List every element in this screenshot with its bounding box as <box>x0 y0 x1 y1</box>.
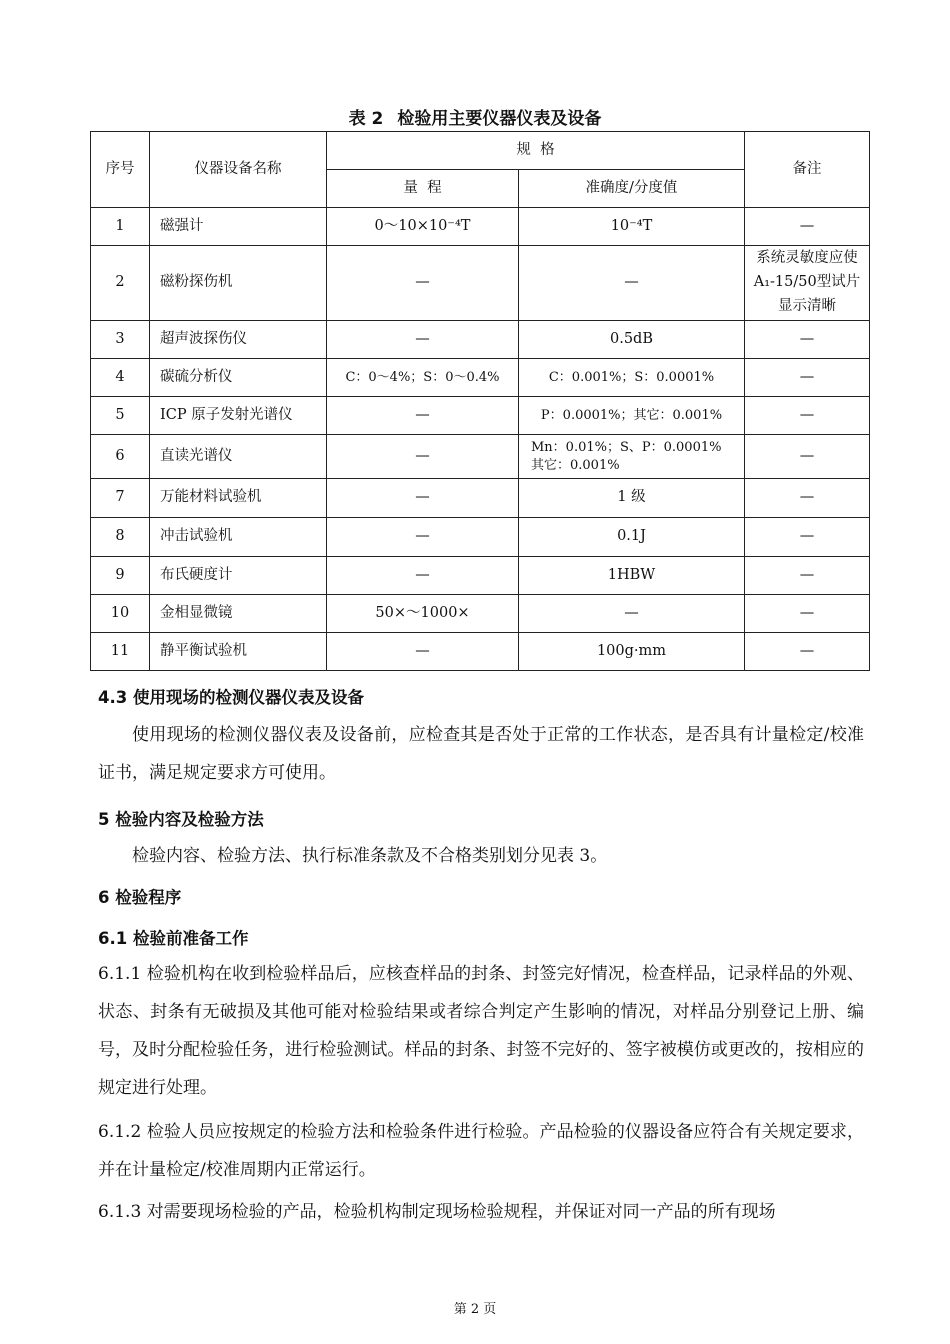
section-5-text: 检验内容、检验方法、执行标准条款及不合格类别划分见表 3。 <box>132 846 608 866</box>
header-spec: 规 格 <box>327 132 745 170</box>
section-6-1-heading: 6.1 检验前准备工作 <box>98 929 249 948</box>
table-row <box>91 633 870 671</box>
cell-seq: 6 <box>91 435 150 479</box>
paragraph-6-1-3: 6.1.3 对需要现场检验的产品，检验机构制定现场检验规程，并保证对同一产品的所有现场 <box>98 1202 776 1222</box>
cell-name: 金相显微镜 <box>150 595 327 633</box>
cell-name: 碳硫分析仪 <box>150 359 327 397</box>
cell-range: — <box>327 397 519 435</box>
table-row <box>91 479 870 518</box>
cell-name: 磁强计 <box>150 208 327 246</box>
cell-accuracy: 100g·mm <box>519 633 745 671</box>
cell-seq: 1 <box>91 208 150 246</box>
cell-seq: 7 <box>91 479 150 518</box>
table-row <box>91 208 870 246</box>
cell-accuracy: — <box>519 595 745 633</box>
cell-note: 系统灵敏度应使A₁-15/50型试片显示清晰 <box>745 246 870 321</box>
table-row <box>91 397 870 435</box>
cell-note: — <box>745 518 870 557</box>
cell-note: — <box>745 633 870 671</box>
cell-name: 直读光谱仪 <box>150 435 327 479</box>
cell-range: — <box>327 435 519 479</box>
cell-name: 静平衡试验机 <box>150 633 327 671</box>
cell-accuracy: 1 级 <box>519 479 745 518</box>
table-row <box>91 359 870 397</box>
cell-accuracy: 0.5dB <box>519 321 745 359</box>
cell-range: C：0～4%；S：0～0.4% <box>327 359 519 397</box>
cell-range: — <box>327 633 519 671</box>
cell-seq: 10 <box>91 595 150 633</box>
section-4-3-heading: 4.3 使用现场的检测仪器仪表及设备 <box>98 688 364 707</box>
cell-name: 万能材料试验机 <box>150 479 327 518</box>
header-range: 量 程 <box>327 170 519 208</box>
cell-accuracy: C：0.001%；S：0.0001% <box>519 359 745 397</box>
cell-range: — <box>327 479 519 518</box>
cell-range: — <box>327 246 519 321</box>
cell-accuracy-line: 其它：0.001% <box>531 457 620 473</box>
cell-accuracy: 1HBW <box>519 557 745 595</box>
header-accuracy: 准确度/分度值 <box>519 170 745 208</box>
paragraph-6-1-1: 6.1.1 检验机构在收到检验样品后，应核查样品的封条、封签完好情况，检查样品，记录样品的外观、状态、封条有无破损及其他可能对检验结果或者综合判定产生影响的情况，对样品分别登记上册、编号，及时分配检验任务，进行检验测试。样品的封条、封签不完好的、签字被模仿或更改的，按相应的规定进行处理。 <box>98 964 864 1098</box>
cell-note: — <box>745 435 870 479</box>
table-header-row <box>91 132 870 170</box>
cell-name: 冲击试验机 <box>150 518 327 557</box>
table-caption <box>0 104 950 129</box>
table-row <box>91 435 870 479</box>
cell-note: — <box>745 359 870 397</box>
cell-range: 50×～1000× <box>327 595 519 633</box>
table-row <box>91 595 870 633</box>
section-4-3-text: 使用现场的检测仪器仪表及设备前，应检查其是否处于正常的工作状态，是否具有计量检定/校准证书，满足规定要求方可使用。 <box>98 725 864 783</box>
cell-accuracy: 0.1J <box>519 518 745 557</box>
header-seq: 序号 <box>91 132 150 208</box>
table-row <box>91 321 870 359</box>
cell-note: — <box>745 208 870 246</box>
table-number: 表 2 <box>348 109 384 129</box>
cell-accuracy: — <box>519 246 745 321</box>
cell-seq: 9 <box>91 557 150 595</box>
cell-accuracy-line: Mn：0.01%；S、P：0.0001% <box>531 439 722 455</box>
instrument-table <box>90 131 870 671</box>
cell-range: — <box>327 557 519 595</box>
cell-accuracy: 10⁻⁴T <box>519 208 745 246</box>
page-number: 第 2 页 <box>453 1302 497 1317</box>
cell-seq: 4 <box>91 359 150 397</box>
cell-seq: 3 <box>91 321 150 359</box>
section-6-heading: 6 检验程序 <box>98 888 182 907</box>
cell-accuracy <box>519 435 745 479</box>
table-row <box>91 557 870 595</box>
table-row <box>91 518 870 557</box>
cell-name: ICP 原子发射光谱仪 <box>150 397 327 435</box>
cell-note: — <box>745 479 870 518</box>
table-row <box>91 246 870 321</box>
section-5-heading: 5 检验内容及检验方法 <box>98 810 264 829</box>
cell-name: 超声波探伤仪 <box>150 321 327 359</box>
cell-note: — <box>745 321 870 359</box>
cell-seq: 8 <box>91 518 150 557</box>
cell-name: 布氏硬度计 <box>150 557 327 595</box>
cell-note: — <box>745 397 870 435</box>
header-name: 仪器设备名称 <box>150 132 327 208</box>
header-note: 备注 <box>745 132 870 208</box>
cell-range: 0～10×10⁻⁴T <box>327 208 519 246</box>
cell-note: — <box>745 557 870 595</box>
paragraph-6-1-2: 6.1.2 检验人员应按规定的检验方法和检验条件进行检验。产品检验的仪器设备应符合有关规定要求，并在计量检定/校准周期内正常运行。 <box>98 1122 864 1180</box>
cell-name: 磁粉探伤机 <box>150 246 327 321</box>
cell-seq: 2 <box>91 246 150 321</box>
cell-seq: 5 <box>91 397 150 435</box>
table-title: 检验用主要仪器仪表及设备 <box>397 109 602 129</box>
cell-range: — <box>327 321 519 359</box>
cell-note: — <box>745 595 870 633</box>
cell-seq: 11 <box>91 633 150 671</box>
cell-accuracy: P：0.0001%；其它：0.001% <box>519 397 745 435</box>
cell-range: — <box>327 518 519 557</box>
